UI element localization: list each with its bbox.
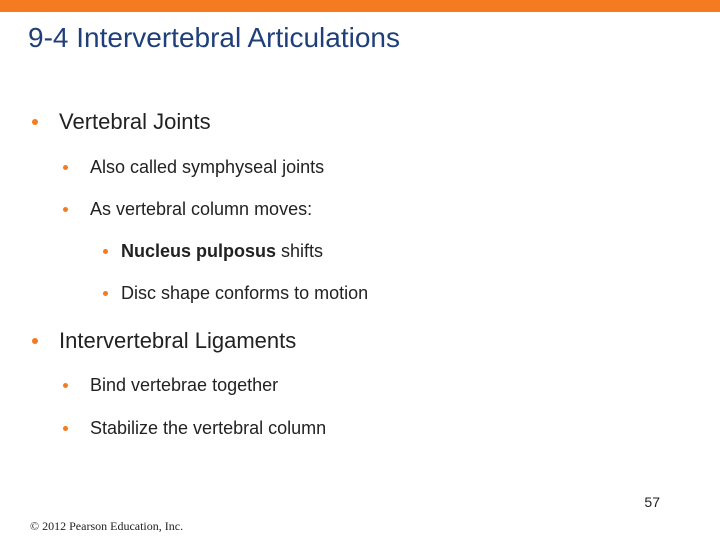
bullet-bold-term: Nucleus pulposus: [121, 241, 277, 261]
bullet-icon: [63, 165, 68, 170]
bullet-item-level2: [63, 155, 324, 179]
bullet-text: Vertebral Joints: [59, 109, 211, 134]
bullet-icon: [63, 207, 68, 212]
bullet-text: Intervertebral Ligaments: [59, 328, 297, 353]
bullet-item-level2: [63, 197, 312, 221]
bullet-text: Bind vertebrae together: [90, 375, 279, 395]
bullet-text: Stabilize the vertebral column: [90, 418, 327, 438]
bullet-item-level1: [32, 327, 296, 355]
bullet-text: As vertebral column moves:: [90, 199, 313, 219]
page-number: 57: [644, 494, 660, 510]
bullet-text: Disc shape conforms to motion: [121, 283, 369, 303]
bullet-item-level3: [103, 281, 368, 305]
bullet-text: Also called symphyseal joints: [90, 157, 325, 177]
bullet-icon: [103, 291, 108, 296]
bullet-text: shifts: [276, 241, 324, 261]
bullet-icon: [63, 426, 68, 431]
bullet-item-level2: [63, 416, 326, 440]
bullet-item-level2: [63, 373, 278, 397]
bullet-item-level3: [103, 239, 323, 263]
bullet-icon: [103, 249, 108, 254]
bullet-icon: [32, 338, 38, 344]
bullet-icon: [32, 119, 38, 125]
slide-title: 9-4 Intervertebral Articulations: [28, 22, 400, 53]
bullet-item-level1: [32, 108, 211, 136]
copyright-notice: © 2012 Pearson Education, Inc.: [30, 519, 184, 533]
bullet-icon: [63, 383, 68, 388]
accent-top-bar: [0, 0, 720, 12]
